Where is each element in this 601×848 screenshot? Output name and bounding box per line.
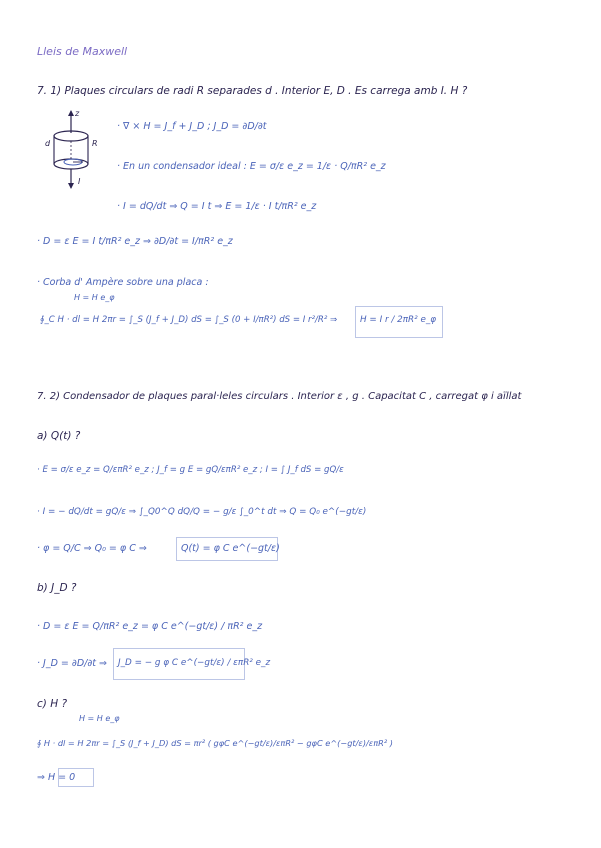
eq-c-ampere: ∮ H · dl = H 2πr = ∫_S (J_f + J_D) dS = πr² ( gφC e^(−gt/ε)/επR² − gφC e^(−gt/ε)/επR² ) (37, 738, 393, 748)
ampere-loop-label: · Corba d' Ampère sobre una placa : (37, 277, 209, 288)
eq-displacement-field: · D = ε E = I t/πR² e_z ⇒ ∂D/∂t = I/πR² e_z (37, 236, 233, 247)
problem1-heading: 7. 1) Plaques circulars de radi R separades d . Interior E, D . Es carrega amb I. H ? (37, 85, 468, 97)
eq-a-initial-charge: · φ = Q/C ⇒ Q₀ = φ C ⇒ (37, 543, 147, 554)
eq-ampere-integral: ∮_C H · dl = H 2πr = ∫_S (J_f + J_D) dS = ∫_S (0 + I/πR²) dS = I r²/R² ⇒ (40, 315, 338, 325)
capacitor-figure (35, 108, 117, 190)
eq-a-charge-decay: · I = − dQ/dt = gQ/ε ⇒ ∫_Q0^Q dQ/Q = − g/ε ∫_0^t dt ⇒ Q = Q₀ e^(−gt/ε) (37, 507, 367, 517)
part-c-label: c) H ? (37, 698, 68, 710)
eq-a-field-current: · E = σ/ε e_z = Q/επR² e_z ; J_f = g E = gQ/επR² e_z ; I = ∫ J_f dS = gQ/ε (37, 465, 344, 475)
part-b-label: b) J_D ? (37, 582, 77, 594)
part-a-label: a) Q(t) ? (37, 430, 81, 442)
eq-current-charge: · I = dQ/dt ⇒ Q = I t ⇒ E = 1/ε · I t/πR² e_z (117, 201, 317, 212)
page-title: Lleis de Maxwell (37, 45, 128, 58)
result-Q: Q(t) = φ C e^(−gt/ε) (181, 543, 280, 554)
eq-b-displacement: · D = ε E = Q/πR² e_z = φ C e^(−gt/ε) / πR² e_z (37, 621, 263, 632)
eq-b-derivative: · J_D = ∂D/∂t ⇒ (37, 658, 107, 669)
figure-label-I: I (78, 177, 81, 186)
c-hint: H = H e_φ (79, 714, 120, 723)
result-JD: J_D = − g φ C e^(−gt/ε) / επR² e_z (118, 658, 271, 668)
figure-label-d: d (45, 139, 51, 148)
result-H-zero: ⇒ H = 0 (37, 772, 76, 783)
ampere-hint: H = H e_φ (74, 293, 115, 302)
result-H: H = I r / 2πR² e_φ (360, 315, 437, 325)
problem2-heading: 7. 2) Condensador de plaques paral·leles circulars . Interior ε , g . Capacitat C , carregat φ i aïllat (37, 391, 522, 402)
figure-label-z-top: z (75, 109, 80, 118)
eq-ideal-capacitor: · En un condensador ideal : E = σ/ε e_z = 1/ε · Q/πR² e_z (117, 161, 386, 172)
figure-label-R: R (92, 139, 98, 148)
eq-maxwell-ampere: · ∇ × H = J_f + J_D ; J_D = ∂D/∂t (117, 121, 267, 132)
